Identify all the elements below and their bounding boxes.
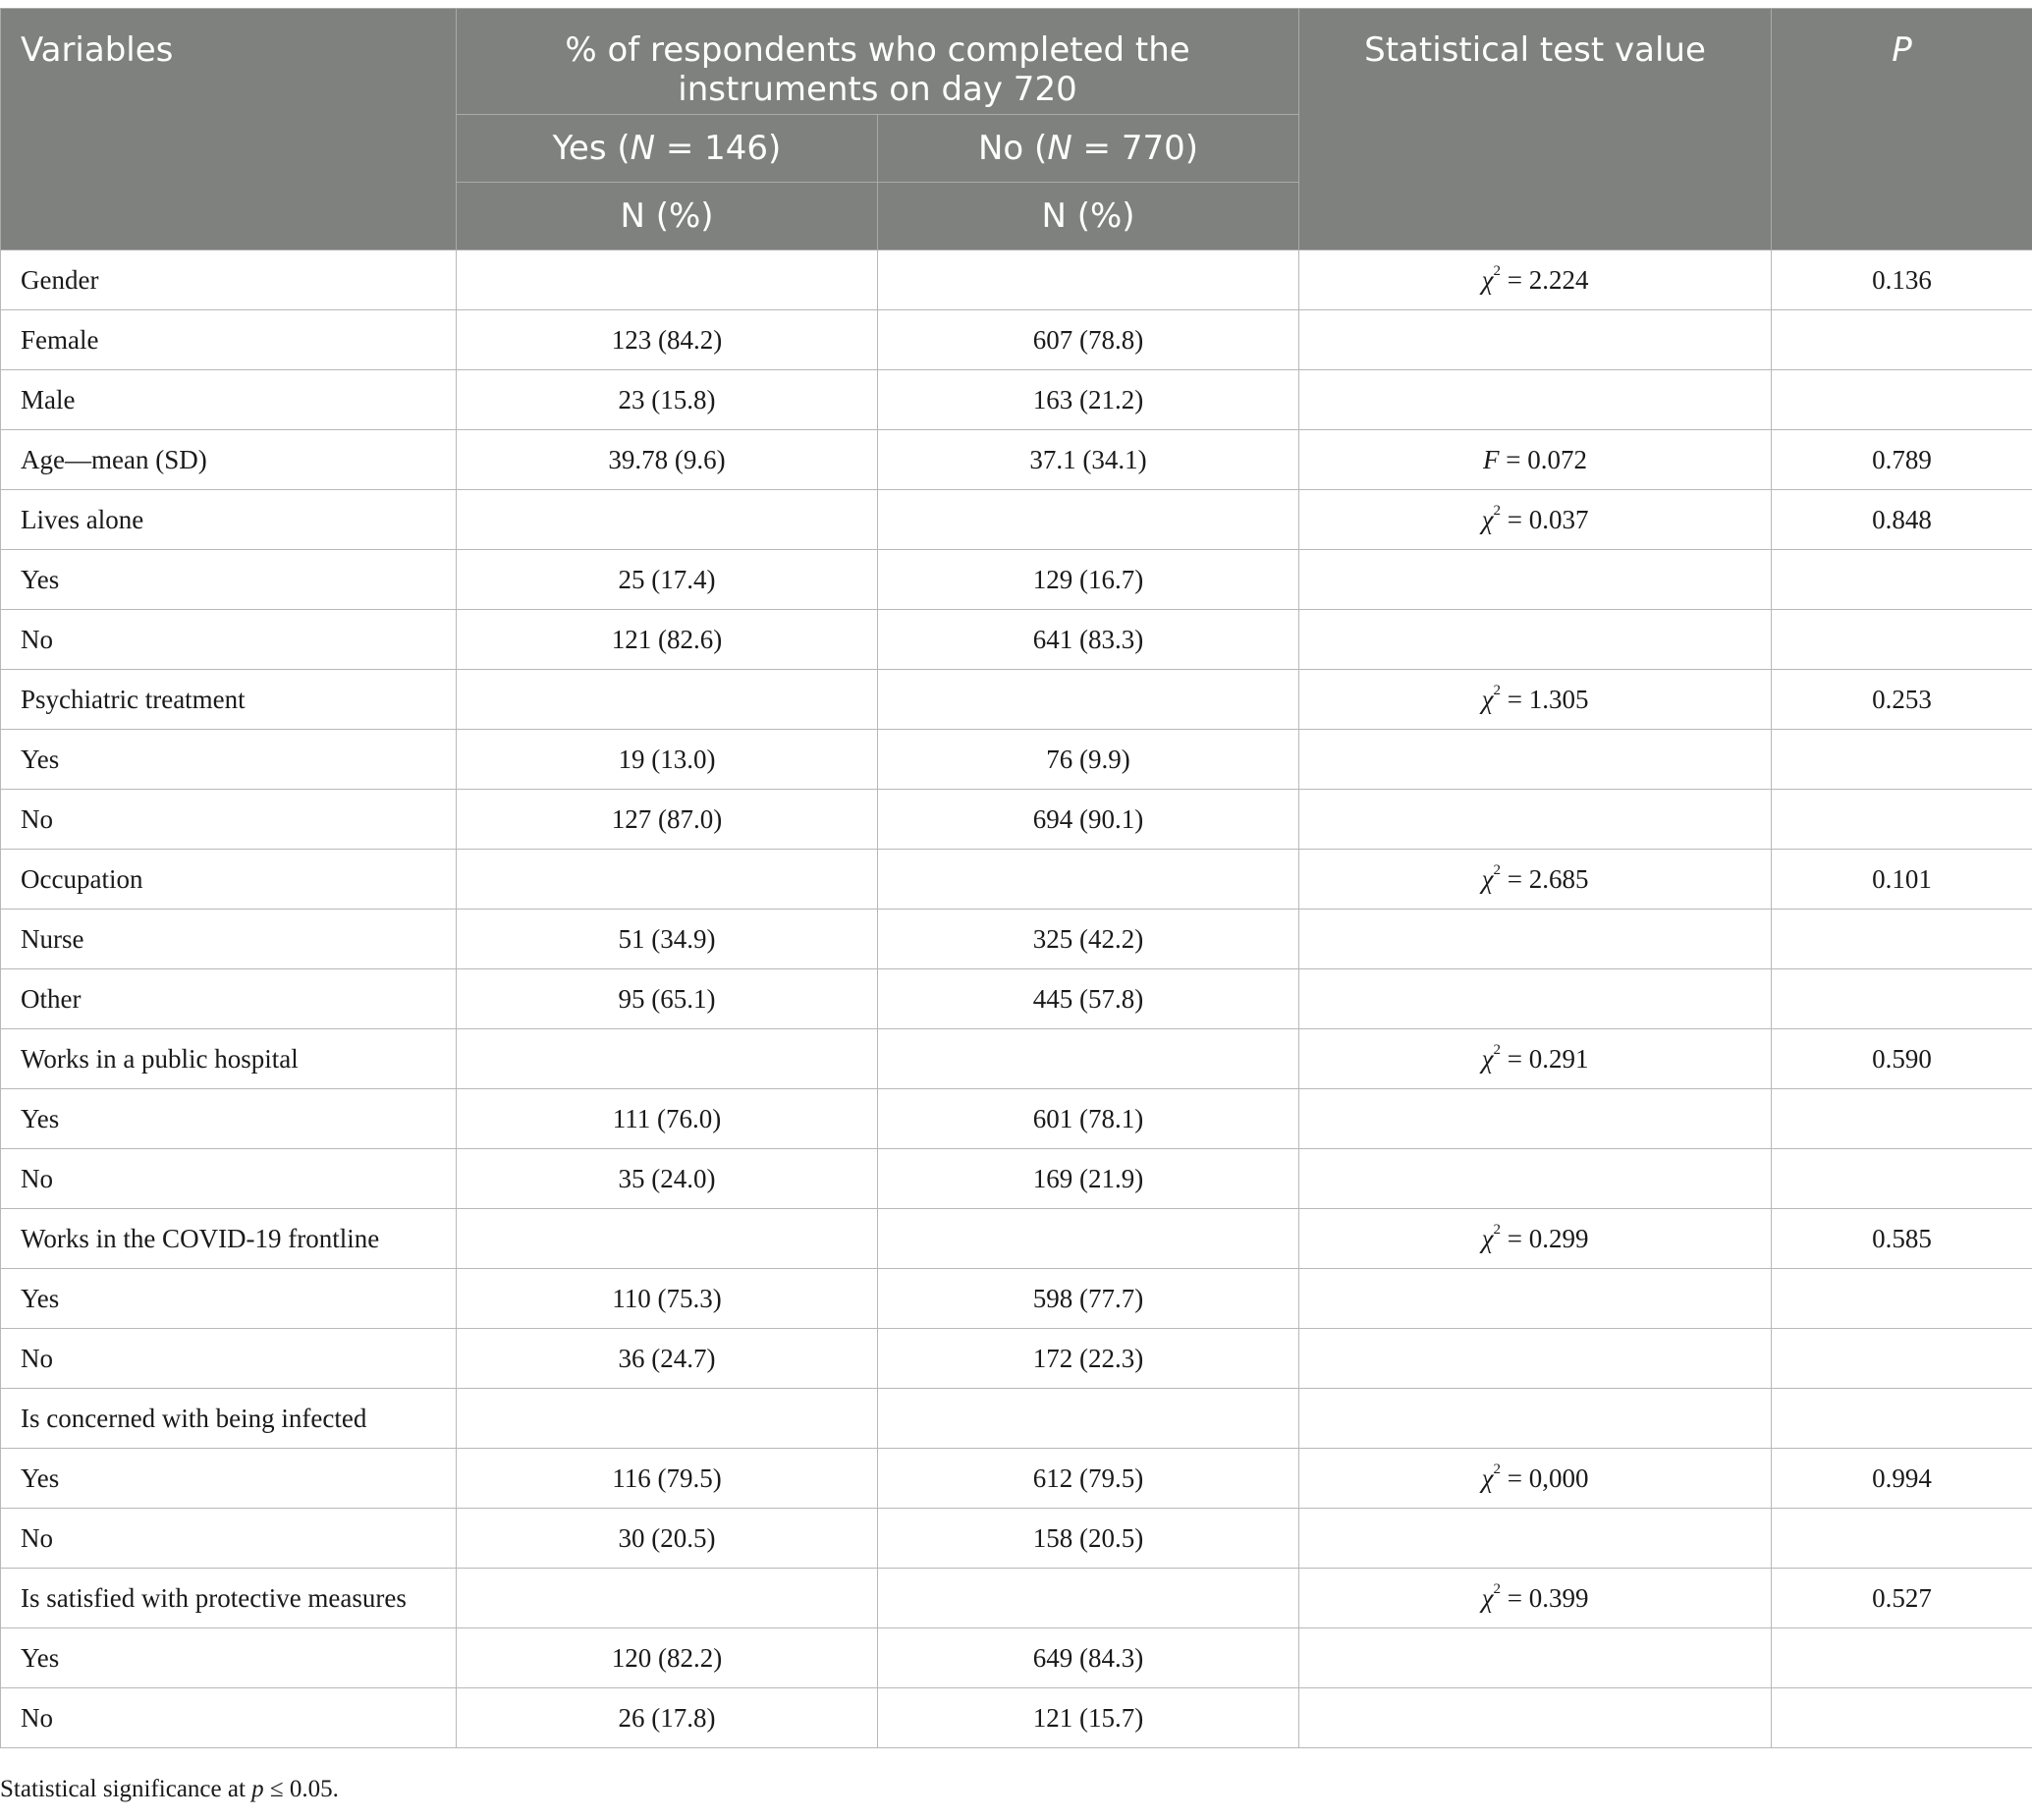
cell-p-value [1772, 1628, 2032, 1688]
cell-statistic [1299, 490, 1772, 550]
table-row [1, 790, 2032, 850]
footnote: Statistical significance at p ≤ 0.05. [0, 1776, 339, 1802]
table-row [1, 910, 2032, 969]
cell-statistic [1299, 610, 1772, 670]
cell-statistic [1299, 910, 1772, 969]
cell-no: 598 (77.7) [878, 1269, 1299, 1329]
table-row [1, 1509, 2032, 1569]
cell-statistic [1299, 969, 1772, 1029]
statistic-value: = 0.072 [1499, 445, 1587, 474]
cell-yes [457, 1569, 878, 1628]
cell-statistic [1299, 1688, 1772, 1748]
row-label: Yes [1, 1628, 457, 1688]
header-yes-group: Yes (N = 146) [457, 115, 878, 183]
row-label: Other [1, 969, 457, 1029]
header-no-group: No (N = 770) [878, 115, 1299, 183]
header-p: P [1772, 9, 2032, 250]
cell-no: 325 (42.2) [878, 910, 1299, 969]
cell-yes: 123 (84.2) [457, 310, 878, 370]
table-row [1, 969, 2032, 1029]
statistic-value: = 0.299 [1500, 1224, 1589, 1253]
row-label: Is concerned with being infected [1, 1389, 457, 1449]
row-label: Works in the COVID-19 frontline [1, 1209, 457, 1269]
cell-p-value: 0.789 [1772, 430, 2032, 490]
cell-yes [457, 1389, 878, 1449]
cell-statistic [1299, 1329, 1772, 1389]
cell-no [878, 1569, 1299, 1628]
statistic-symbol: χ [1481, 685, 1494, 714]
cell-p-value [1772, 910, 2032, 969]
cell-p-value [1772, 1509, 2032, 1569]
cell-yes: 95 (65.1) [457, 969, 878, 1029]
cell-p-value: 0.994 [1772, 1449, 2032, 1509]
statistic-value: = 1.305 [1500, 685, 1589, 714]
cell-p-value [1772, 1149, 2032, 1209]
cell-statistic [1299, 1269, 1772, 1329]
cell-yes: 25 (17.4) [457, 550, 878, 610]
cell-no: 169 (21.9) [878, 1149, 1299, 1209]
cell-p-value [1772, 610, 2032, 670]
header-unit-yes: N (%) [457, 183, 878, 250]
cell-statistic [1299, 550, 1772, 610]
table-row [1, 1628, 2032, 1688]
row-label: Female [1, 310, 457, 370]
cell-p-value [1772, 310, 2032, 370]
table-body [1, 250, 2032, 1748]
row-label: Psychiatric treatment [1, 670, 457, 730]
statistic-superscript: 2 [1493, 1222, 1501, 1238]
cell-no: 641 (83.3) [878, 610, 1299, 670]
statistic-symbol: χ [1481, 1044, 1494, 1074]
statistic-value: = 0.291 [1500, 1044, 1589, 1074]
cell-yes: 111 (76.0) [457, 1089, 878, 1149]
cell-statistic [1299, 250, 1772, 310]
row-label: No [1, 1509, 457, 1569]
cell-yes: 36 (24.7) [457, 1329, 878, 1389]
row-label: Age—mean (SD) [1, 430, 457, 490]
cell-p-value [1772, 790, 2032, 850]
statistic-symbol: χ [1481, 1583, 1494, 1613]
table-row [1, 1569, 2032, 1628]
header-unit-no: N (%) [878, 183, 1299, 250]
row-label: Lives alone [1, 490, 457, 550]
cell-statistic [1299, 850, 1772, 910]
table-row [1, 1029, 2032, 1089]
statistic-superscript: 2 [1493, 263, 1501, 279]
cell-no: 163 (21.2) [878, 370, 1299, 430]
cell-yes: 110 (75.3) [457, 1269, 878, 1329]
statistic-superscript: 2 [1493, 503, 1501, 519]
table-row [1, 310, 2032, 370]
cell-yes: 121 (82.6) [457, 610, 878, 670]
statistic-superscript: 2 [1493, 1042, 1501, 1058]
cell-no: 37.1 (34.1) [878, 430, 1299, 490]
row-label: Yes [1, 730, 457, 790]
table-row [1, 610, 2032, 670]
cell-p-value [1772, 1089, 2032, 1149]
row-label: Male [1, 370, 457, 430]
table-row [1, 250, 2032, 310]
cell-statistic [1299, 790, 1772, 850]
row-label: Yes [1, 1449, 457, 1509]
cell-p-value: 0.848 [1772, 490, 2032, 550]
cell-p-value [1772, 1389, 2032, 1449]
results-table [0, 8, 2032, 1748]
cell-statistic [1299, 1509, 1772, 1569]
table-row [1, 1149, 2032, 1209]
cell-no [878, 670, 1299, 730]
row-label: Works in a public hospital [1, 1029, 457, 1089]
statistic-superscript: 2 [1493, 1462, 1501, 1477]
cell-yes: 23 (15.8) [457, 370, 878, 430]
statistic-symbol: χ [1481, 265, 1494, 295]
statistic-superscript: 2 [1493, 862, 1501, 878]
row-label: No [1, 790, 457, 850]
statistic-superscript: 2 [1493, 683, 1501, 698]
header-variables: Variables [1, 9, 457, 250]
statistic-value: = 2.685 [1500, 864, 1589, 894]
cell-no: 158 (20.5) [878, 1509, 1299, 1569]
cell-yes [457, 490, 878, 550]
cell-statistic [1299, 1149, 1772, 1209]
cell-p-value: 0.590 [1772, 1029, 2032, 1089]
cell-p-value: 0.253 [1772, 670, 2032, 730]
table-row [1, 430, 2032, 490]
cell-yes [457, 850, 878, 910]
table-row [1, 730, 2032, 790]
cell-statistic [1299, 1449, 1772, 1509]
statistic-symbol: χ [1481, 864, 1494, 894]
statistic-value: = 0,000 [1500, 1463, 1589, 1493]
statistic-symbol: χ [1481, 1463, 1494, 1493]
row-label: Is satisfied with protective measures [1, 1569, 457, 1628]
statistic-symbol: χ [1481, 505, 1494, 534]
cell-statistic [1299, 1389, 1772, 1449]
statistic-value: = 0.399 [1500, 1583, 1589, 1613]
cell-yes: 30 (20.5) [457, 1509, 878, 1569]
cell-no [878, 490, 1299, 550]
cell-statistic [1299, 1209, 1772, 1269]
cell-yes: 51 (34.9) [457, 910, 878, 969]
cell-no [878, 1029, 1299, 1089]
row-label: No [1, 1329, 457, 1389]
cell-no: 694 (90.1) [878, 790, 1299, 850]
table-row [1, 670, 2032, 730]
cell-no [878, 1389, 1299, 1449]
cell-p-value [1772, 1329, 2032, 1389]
cell-yes: 35 (24.0) [457, 1149, 878, 1209]
header-group-title: % of respondents who completed the instruments on day 720 [457, 9, 1299, 115]
cell-statistic [1299, 670, 1772, 730]
table-row [1, 1209, 2032, 1269]
row-label: Occupation [1, 850, 457, 910]
header-statistical-test: Statistical test value [1299, 9, 1772, 250]
cell-p-value: 0.527 [1772, 1569, 2032, 1628]
cell-no: 607 (78.8) [878, 310, 1299, 370]
cell-no: 76 (9.9) [878, 730, 1299, 790]
cell-no [878, 850, 1299, 910]
cell-p-value [1772, 969, 2032, 1029]
cell-statistic [1299, 430, 1772, 490]
cell-yes: 116 (79.5) [457, 1449, 878, 1509]
table-row [1, 490, 2032, 550]
cell-no: 612 (79.5) [878, 1449, 1299, 1509]
table-row [1, 1389, 2032, 1449]
row-label: No [1, 1688, 457, 1748]
cell-p-value [1772, 550, 2032, 610]
cell-statistic [1299, 1089, 1772, 1149]
cell-yes [457, 250, 878, 310]
cell-statistic [1299, 730, 1772, 790]
statistic-value: = 2.224 [1500, 265, 1589, 295]
cell-p-value: 0.136 [1772, 250, 2032, 310]
table-row [1, 1089, 2032, 1149]
cell-yes: 127 (87.0) [457, 790, 878, 850]
cell-yes: 39.78 (9.6) [457, 430, 878, 490]
table-row [1, 1688, 2032, 1748]
cell-statistic [1299, 1628, 1772, 1688]
cell-statistic [1299, 370, 1772, 430]
row-label: Yes [1, 1089, 457, 1149]
cell-yes: 120 (82.2) [457, 1628, 878, 1688]
row-label: Nurse [1, 910, 457, 969]
cell-no: 129 (16.7) [878, 550, 1299, 610]
row-label: Gender [1, 250, 457, 310]
cell-no: 445 (57.8) [878, 969, 1299, 1029]
table-row [1, 850, 2032, 910]
cell-no: 601 (78.1) [878, 1089, 1299, 1149]
row-label: Yes [1, 1269, 457, 1329]
statistic-symbol: F [1483, 445, 1500, 474]
cell-p-value [1772, 1269, 2032, 1329]
cell-p-value [1772, 370, 2032, 430]
cell-p-value [1772, 730, 2032, 790]
table-row [1, 1449, 2032, 1509]
cell-no: 649 (84.3) [878, 1628, 1299, 1688]
cell-no: 172 (22.3) [878, 1329, 1299, 1389]
cell-no: 121 (15.7) [878, 1688, 1299, 1748]
cell-yes [457, 670, 878, 730]
cell-statistic [1299, 1029, 1772, 1089]
table-row [1, 1269, 2032, 1329]
cell-yes [457, 1209, 878, 1269]
cell-no [878, 250, 1299, 310]
cell-yes: 26 (17.8) [457, 1688, 878, 1748]
cell-yes [457, 1029, 878, 1089]
cell-no [878, 1209, 1299, 1269]
row-label: No [1, 610, 457, 670]
cell-statistic [1299, 1569, 1772, 1628]
statistic-superscript: 2 [1493, 1581, 1501, 1597]
table-wrapper [0, 8, 2032, 1748]
cell-statistic [1299, 310, 1772, 370]
cell-yes: 19 (13.0) [457, 730, 878, 790]
table-row [1, 550, 2032, 610]
cell-p-value: 0.585 [1772, 1209, 2032, 1269]
cell-p-value [1772, 1688, 2032, 1748]
table-row [1, 1329, 2032, 1389]
cell-p-value: 0.101 [1772, 850, 2032, 910]
statistic-symbol: χ [1481, 1224, 1494, 1253]
table-row [1, 370, 2032, 430]
statistic-value: = 0.037 [1500, 505, 1589, 534]
row-label: Yes [1, 550, 457, 610]
row-label: No [1, 1149, 457, 1209]
